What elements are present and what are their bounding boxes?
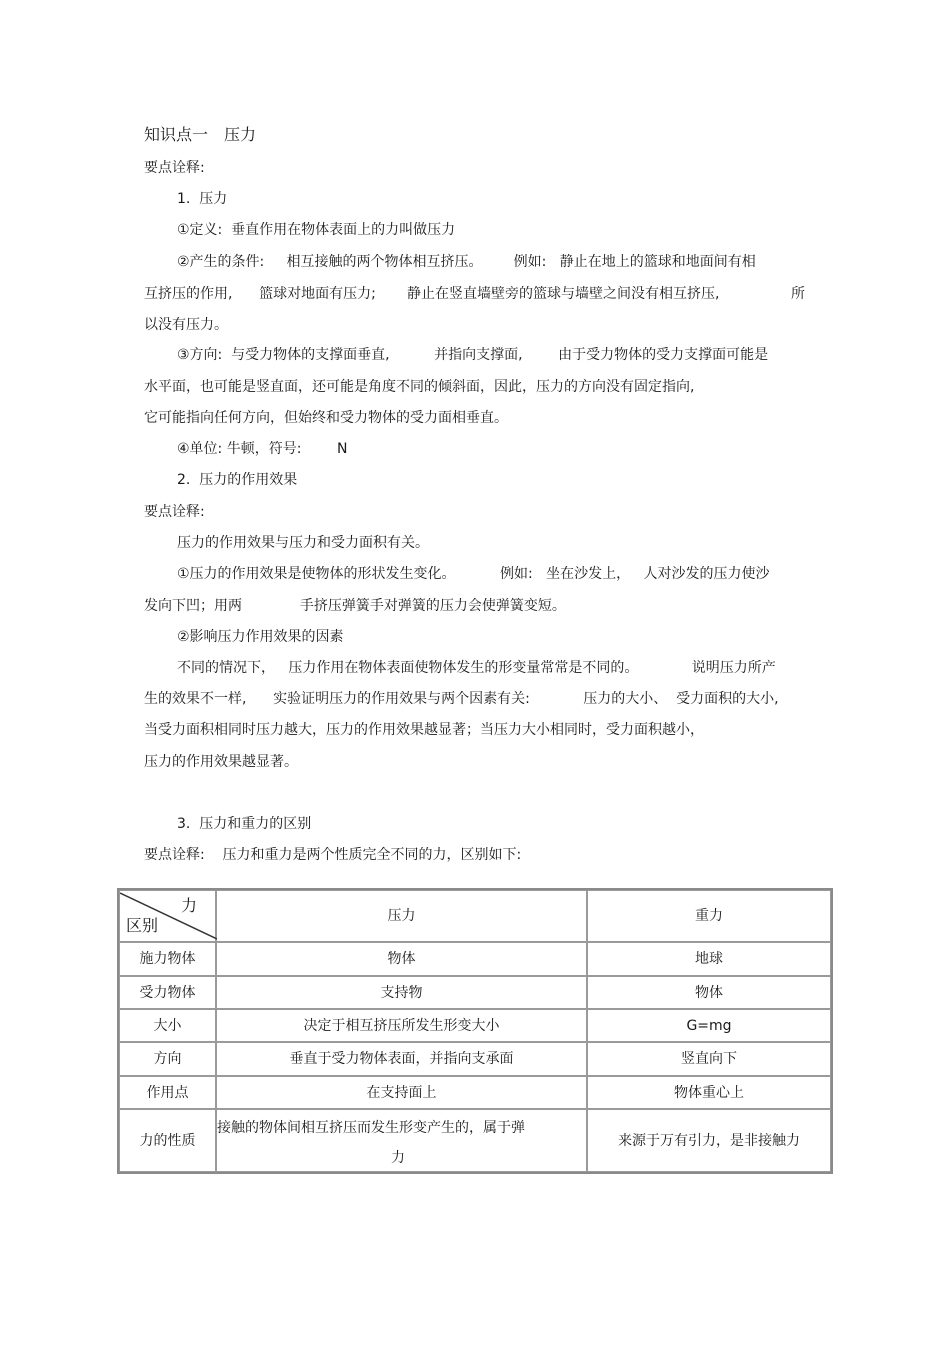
gravity-cell: 来源于万有引力，是非接触力	[587, 1109, 831, 1172]
table-header-row	[119, 890, 831, 942]
pressure-cell: 在支持面上	[216, 1076, 587, 1109]
table-row	[119, 1009, 831, 1042]
section-heading: 知识点一 压力	[144, 125, 257, 144]
corner-label-force: 力	[180, 896, 197, 915]
corner-label-difference: 区别	[126, 916, 159, 935]
gravity-cell: 地球	[587, 942, 831, 976]
text-line: 压力的作用效果越显著。	[144, 754, 298, 770]
subsection-heading: 3. 压力和重力的区别	[177, 816, 312, 832]
text-line: ④单位: 牛顿，符号: N	[177, 441, 348, 457]
gravity-cell: 物体重心上	[587, 1076, 831, 1109]
table-row	[119, 976, 831, 1009]
text-line: 互挤压的作用, 篮球对地面有压力; 静止在竖直墙壁旁的篮球与墙壁之间没有相互挤压,	[144, 286, 720, 302]
row-label: 作用点	[119, 1076, 216, 1109]
pressure-cell-line1: 接触的物体间相互挤压而发生形变产生的，属于弹	[217, 1119, 525, 1136]
text-line: 要点诠释: 压力和重力是两个性质完全不同的力，区别如下:	[144, 847, 522, 863]
comparison-table	[117, 888, 833, 1174]
text-line: ③方向: 与受力物体的支撑面垂直, 并指向支撑面, 由于受力物体的受力支撑面可能是	[177, 347, 769, 363]
gravity-cell: 物体	[587, 976, 831, 1009]
pressure-cell: 垂直于受力物体表面，并指向支承面	[216, 1042, 587, 1076]
text-line: 水平面，也可能是竖直面，还可能是角度不同的倾斜面，因此，压力的方向没有固定指向,	[144, 379, 695, 395]
pressure-cell-line2: 力	[391, 1149, 405, 1166]
subsection-heading: 2. 压力的作用效果	[177, 472, 298, 488]
text-line: 生的效果不一样, 实验证明压力的作用效果与两个因素有关: 压力的大小、 受力面积的大小,	[144, 691, 779, 707]
text-line: 压力的作用效果与压力和受力面积有关。	[177, 535, 429, 551]
gravity-cell: 竖直向下	[587, 1042, 831, 1076]
row-label: 力的性质	[119, 1109, 216, 1172]
text-line: 发向下凹；用两 手挤压弹簧手对弹簧的压力会使弹簧变短。	[144, 598, 566, 614]
text-line: 要点诠释:	[144, 504, 205, 520]
pressure-cell: 支持物	[216, 976, 587, 1009]
text-line: ②影响压力作用效果的因素	[177, 629, 344, 645]
text-line: ②产生的条件: 相互接触的两个物体相互挤压。 例如: 静止在地上的篮球和地面间有相	[177, 254, 756, 270]
text-line: 不同的情况下， 压力作用在物体表面使物体发生的形变量常常是不同的。 说明压力所产	[177, 660, 776, 676]
pressure-cell-multiline	[216, 1109, 587, 1172]
text-line: ①压力的作用效果是使物体的形状发生变化。 例如: 坐在沙发上， 人对沙发的压力使沙	[177, 566, 770, 582]
table-row	[119, 1042, 831, 1076]
subsection-heading: 1. 压力	[177, 191, 228, 207]
text-line: 以没有压力。	[144, 317, 228, 333]
gravity-cell: G=mg	[587, 1009, 831, 1042]
text-line: ①定义: 垂直作用在物体表面上的力叫做压力	[177, 222, 456, 238]
row-label: 方向	[119, 1042, 216, 1076]
text-line: 它可能指向任何方向，但始终和受力物体的受力面相垂直。	[144, 410, 508, 426]
diagonal-header-cell	[119, 890, 216, 942]
column-header-pressure: 压力	[216, 890, 587, 942]
table-row	[119, 1109, 831, 1172]
table-row	[119, 1076, 831, 1109]
row-label: 大小	[119, 1009, 216, 1042]
column-header-gravity: 重力	[587, 890, 831, 942]
table-row	[119, 942, 831, 976]
pressure-cell: 决定于相互挤压所发生形变大小	[216, 1009, 587, 1042]
text-line-end: 所	[791, 286, 805, 302]
text-line: 当受力面积相同时压力越大，压力的作用效果越显著；当压力大小相同时，受力面积越小，	[144, 722, 704, 738]
row-label: 施力物体	[119, 942, 216, 976]
row-label: 受力物体	[119, 976, 216, 1009]
text-line: 要点诠释:	[144, 160, 205, 176]
pressure-cell: 物体	[216, 942, 587, 976]
